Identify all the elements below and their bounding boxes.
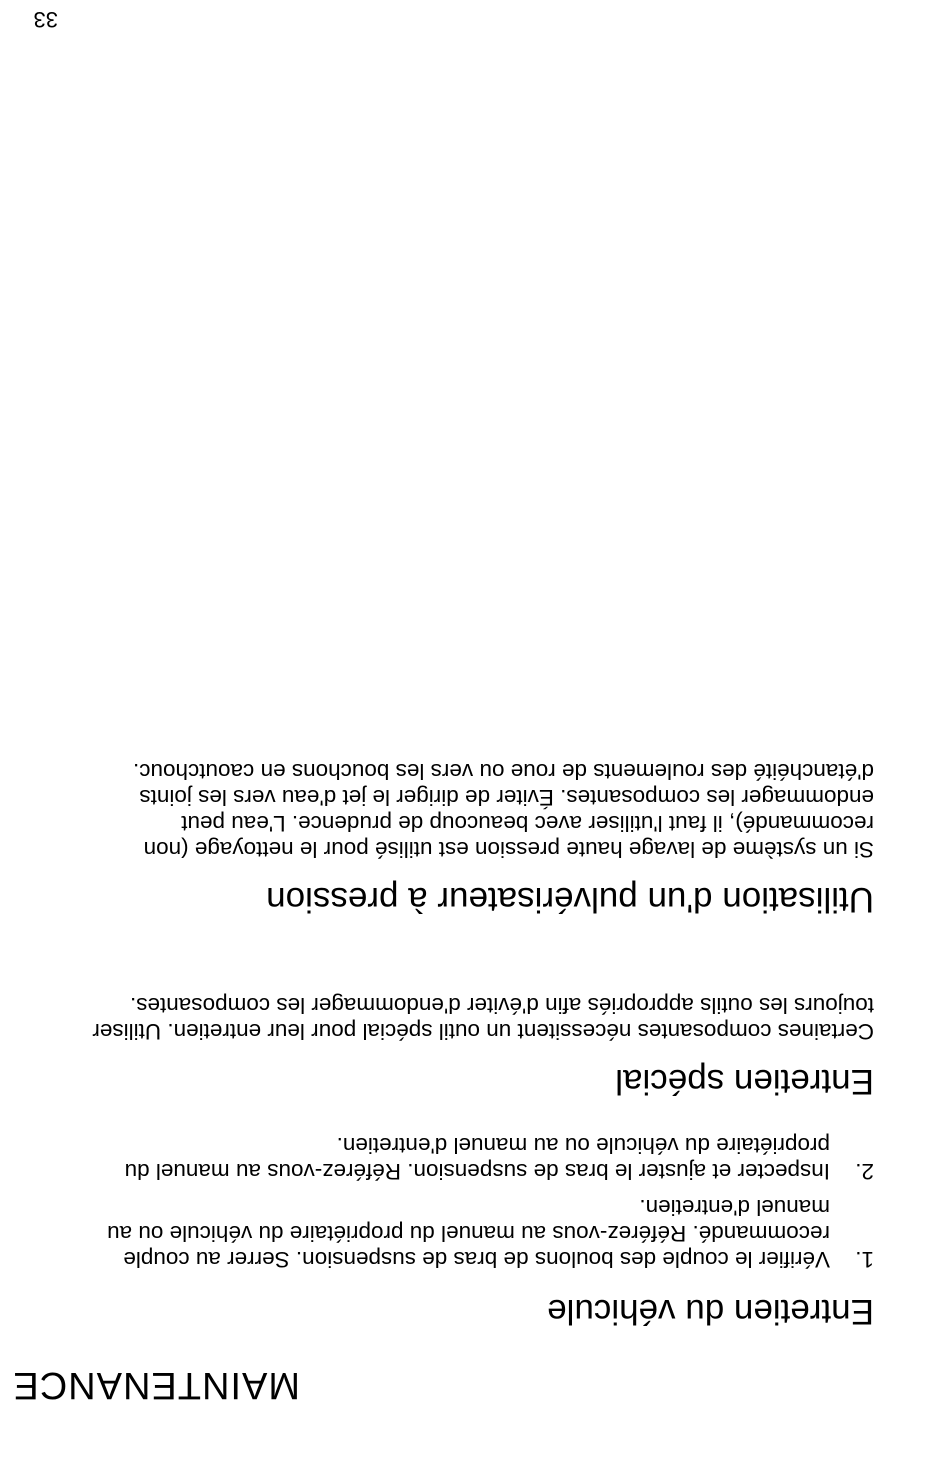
list-item — [44, 1132, 874, 1184]
section-title-pressure-washer: Utilisation d'un pulvérisateur à pression — [266, 880, 874, 919]
list-item-text: Inspecter et ajuster le bras de suspension. Référez-vous au manuel du propriétaire du véhicule ou au manuel d'entretien. — [124, 1133, 830, 1184]
list-item-number: 1. — [855, 1247, 874, 1272]
section-title-special-maintenance: Entretien spécial — [615, 1062, 874, 1101]
list-item-text: Vérifier le couple des boulons de bras de suspension. Serrer au couple recommandé. Référez-vous au manuel du propriétaire du véhicule ou au manuel d'entretien. — [107, 1195, 830, 1272]
pressure-washer-paragraph: Si un système de lavage haute pression est utilisé pour le nettoyage (non recommandé), il faut l'utiliser avec beaucoup de prudence. L'eau peut endommager les composantes. Éviter de diriger le jet d'eau vers les joints d'étanchéité des roulements de roue ou vers les bouchons en caoutchouc. — [132, 759, 874, 862]
page-header: MAINTENANCE — [12, 1364, 300, 1406]
page-number: 33 — [33, 7, 58, 32]
maintenance-steps-list — [44, 1132, 874, 1272]
list-item-number: 2. — [855, 1159, 874, 1184]
special-maintenance-paragraph: Certaines composantes nécessitent un outil spécial pour leur entretien. Utiliser toujours les outils appropriés afin d'éviter d'endommager les composantes. — [92, 993, 874, 1044]
section-title-vehicle-maintenance: Entretien du véhicule — [547, 1292, 874, 1331]
list-item — [44, 1194, 874, 1272]
